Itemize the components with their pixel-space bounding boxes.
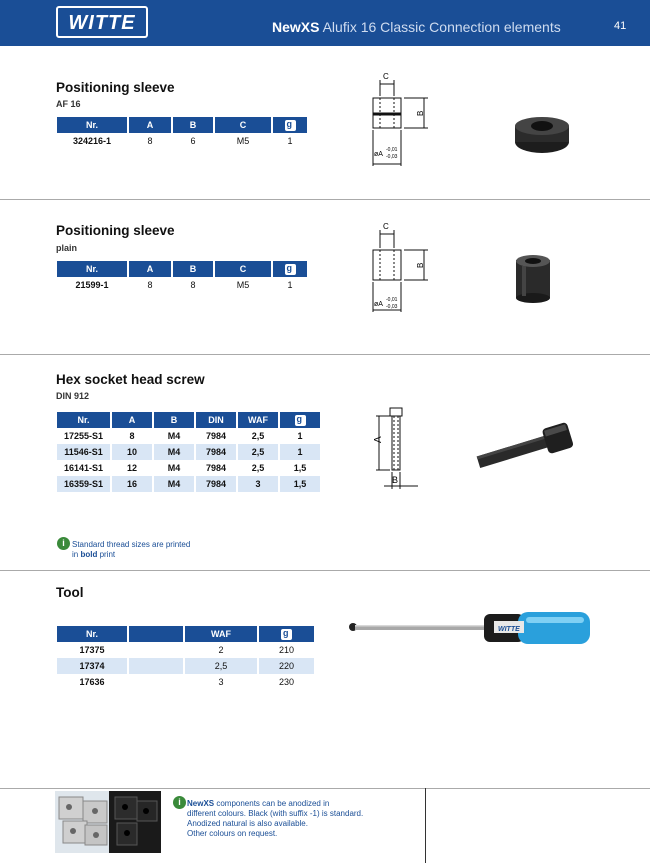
col-header: WAF (238, 412, 278, 428)
witte-logo: WITTE (56, 6, 148, 38)
col-header: B (173, 261, 213, 277)
sleeve-plain-photo (508, 252, 558, 304)
section-subtitle: plain (56, 243, 78, 253)
svg-text:B: B (392, 475, 399, 485)
screwdriver-photo (346, 604, 600, 652)
spec-table (55, 117, 309, 149)
header-title: NewXS Alufix 16 Classic Connection elements (272, 19, 561, 35)
section-title: Positioning sleeve (56, 80, 175, 95)
table-row: 17375 2 210 (79, 645, 295, 655)
anodized-blocks-photo (55, 791, 161, 853)
col-header: Nr. (57, 117, 127, 133)
col-header: B (173, 117, 213, 133)
svg-text:-0,03: -0,03 (386, 304, 398, 310)
col-header: Nr. (57, 261, 127, 277)
table-row: 17374 2,5 220 (57, 658, 314, 674)
col-header: A (112, 412, 152, 428)
weight-icon (273, 261, 307, 277)
section-subtitle: AF 16 (56, 99, 81, 109)
svg-text:-0,01: -0,01 (386, 147, 398, 153)
table-row: 16359-S1 16 M4 7984 3 1,5 (57, 476, 320, 492)
sleeve-drawing (366, 70, 436, 166)
screw-drawing (360, 405, 420, 491)
divider (0, 199, 650, 200)
page-number: 41 (614, 20, 627, 32)
col-header: DIN (196, 412, 236, 428)
svg-text:-0,03: -0,03 (386, 154, 398, 160)
info-icon: i (173, 796, 186, 809)
weight-icon (273, 117, 307, 133)
page-header (0, 0, 650, 46)
anodize-note: NewXS components can be anodized in different colours. Black (with suffix -1) is standard. Anodized natural is also available. Other colours on request. (187, 799, 364, 838)
table-row: 17636 3 230 (79, 677, 295, 687)
table-row: 21599-1 8 8 M5 1 (75, 280, 293, 290)
svg-text:WITTE: WITTE (498, 626, 520, 633)
svg-text:A: A (373, 436, 384, 443)
col-header: B (154, 412, 194, 428)
section-title: Positioning sleeve (56, 223, 175, 238)
divider (0, 354, 650, 355)
col-header: A (129, 261, 171, 277)
col-header: Nr. (57, 412, 110, 428)
sleeve-photo (506, 112, 578, 156)
weight-icon (280, 412, 320, 428)
table-row: 11546-S1 10 M4 7984 2,5 1 (57, 444, 320, 460)
spec-table (55, 626, 316, 690)
sleeve-plain-drawing (366, 220, 436, 314)
divider (0, 788, 650, 789)
svg-text:C: C (383, 222, 389, 231)
svg-text:C: C (383, 72, 389, 81)
svg-text:B: B (416, 110, 425, 116)
spec-table (55, 261, 309, 293)
svg-text:-0,01: -0,01 (386, 297, 398, 303)
col-header (129, 626, 183, 642)
info-icon: i (57, 537, 70, 550)
table-row: 324216-1 8 6 M5 1 (72, 136, 293, 146)
col-header: C (215, 117, 271, 133)
table-row: 17255-S1 8 M4 7984 2,5 1 (63, 431, 303, 441)
footer-divider (425, 788, 426, 863)
col-header: WAF (185, 626, 257, 642)
thread-note: Standard thread sizes are printed in bold print (72, 540, 191, 559)
col-header: Nr. (57, 626, 127, 642)
svg-text:B: B (416, 262, 425, 268)
svg-text:øA: øA (374, 151, 383, 158)
weight-icon (259, 626, 314, 642)
section-title: Tool (56, 585, 84, 600)
divider (0, 570, 650, 571)
section-title: Hex socket head screw (56, 372, 205, 387)
svg-text:øA: øA (374, 301, 383, 308)
table-row: 16141-S1 12 M4 7984 2,5 1,5 (63, 463, 307, 473)
spec-table (55, 412, 322, 492)
col-header: C (215, 261, 271, 277)
screw-photo (470, 418, 580, 476)
col-header: A (129, 117, 171, 133)
section-subtitle: DIN 912 (56, 391, 90, 401)
